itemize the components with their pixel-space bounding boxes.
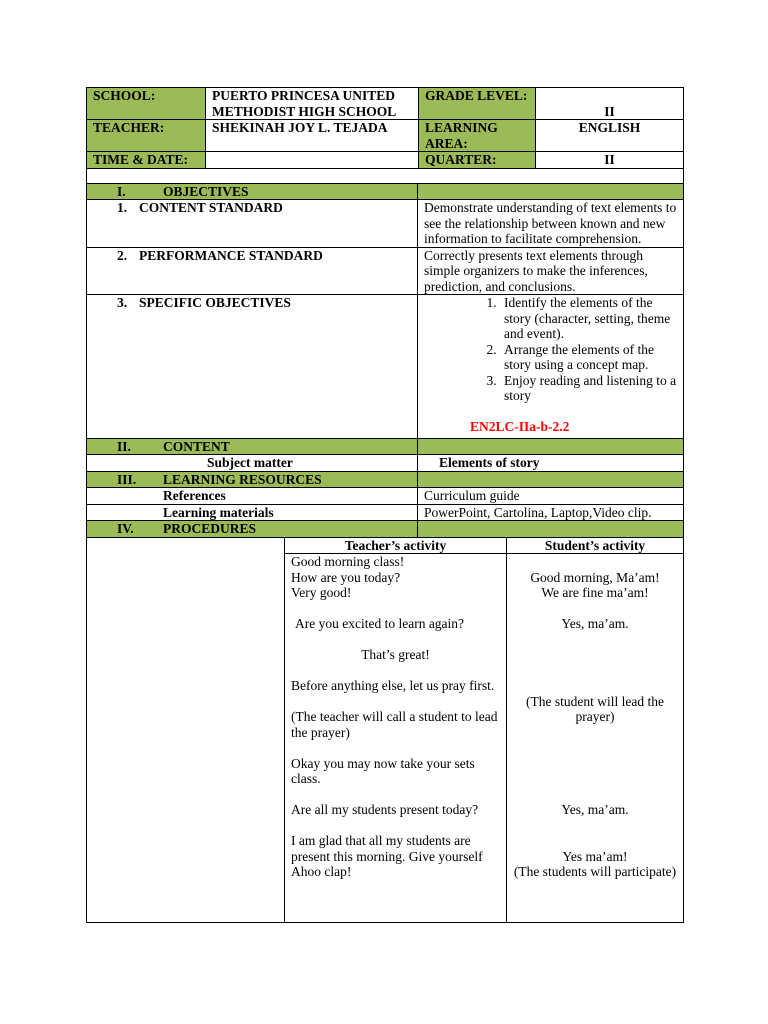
school-label: SCHOOL: xyxy=(87,88,206,120)
teacher-line: Very good! xyxy=(291,585,352,600)
content-heading: II. CONTENT xyxy=(87,438,418,455)
teacher-line: Are you excited to learn again? xyxy=(295,616,465,631)
teacher-line: Good morning class! xyxy=(291,554,405,569)
performance-standard-value: Correctly presents text elements through simple organizers to make the inferences, prediction, and conclusions. xyxy=(418,247,684,295)
student-activity-cell xyxy=(507,554,684,923)
procedures-heading: IV. PROCEDURES xyxy=(87,521,418,538)
objectives-title: OBJECTIVES xyxy=(163,183,249,199)
teacher-line: (The teacher will call a student to lead the prayer) xyxy=(291,709,498,740)
spacer-row xyxy=(87,169,684,184)
specific-objectives-list xyxy=(424,295,677,404)
student-line: Yes ma’am! xyxy=(562,848,628,864)
time-label: TIME & DATE: xyxy=(87,152,206,169)
student-activity-header: Student’s activity xyxy=(507,537,684,554)
list-item: 3. Enjoy reading and listening to a story xyxy=(500,373,677,404)
teacher-label: TEACHER: xyxy=(87,120,206,152)
student-line: (The students will participate) xyxy=(513,864,677,879)
resources-heading-fill xyxy=(418,471,684,488)
content-standard-label: 1. CONTENT STANDARD xyxy=(87,200,418,248)
teacher-line: Are all my students present today? xyxy=(291,802,479,817)
procedures-heading-fill xyxy=(418,521,684,538)
list-item: 1. Identify the elements of the story (character, setting, theme and event). xyxy=(500,295,677,342)
references-label: References xyxy=(87,488,418,505)
teacher-line: I am glad that all my students are present this morning. Give yourself Ahoo clap! xyxy=(291,833,483,879)
teacher-activity-cell xyxy=(285,554,507,923)
main-table xyxy=(86,169,684,924)
objectives-heading xyxy=(87,183,418,200)
quarter-label: QUARTER: xyxy=(419,152,536,169)
student-line: Yes, ma’am. xyxy=(561,616,629,631)
content-heading-fill xyxy=(418,438,684,455)
student-line: Yes, ma’am. xyxy=(561,802,629,817)
header-table xyxy=(86,87,684,169)
materials-label: Learning materials xyxy=(87,504,418,521)
subject-matter-label: Subject matter xyxy=(87,455,418,472)
student-line: (The student will lead the prayer) xyxy=(526,693,664,724)
grade-label: GRADE LEVEL: xyxy=(419,88,536,120)
area-value: ENGLISH xyxy=(536,120,684,152)
teacher-line: That’s great! xyxy=(361,647,430,662)
resources-heading: III. LEARNING RESOURCES xyxy=(87,471,418,488)
performance-standard-label: 2. PERFORMANCE STANDARD xyxy=(87,247,418,295)
list-item: 2. Arrange the elements of the story using a concept map. xyxy=(500,342,677,373)
teacher-value: SHEKINAH JOY L. TEJADA xyxy=(206,120,419,152)
objectives-num: I. xyxy=(117,183,126,199)
references-value: Curriculum guide xyxy=(418,488,684,505)
student-line: We are fine ma’am! xyxy=(541,585,649,600)
subject-matter-value: Elements of story xyxy=(418,455,684,472)
procedures-left-blank xyxy=(87,537,285,923)
specific-objectives-label: 3. SPECIFIC OBJECTIVES xyxy=(87,295,418,439)
specific-objectives-value xyxy=(418,295,684,439)
grade-value: II xyxy=(536,88,684,120)
teacher-line: Before anything else, let us pray first. xyxy=(291,678,495,693)
teacher-line: How are you today? xyxy=(291,569,401,585)
content-standard-value: Demonstrate understanding of text elements to see the relationship between known and new information to facilitate comprehension. xyxy=(418,200,684,248)
lesson-plan xyxy=(86,87,683,923)
teacher-line: Okay you may now take your sets class. xyxy=(291,755,475,786)
competency-code: EN2LC-IIa-b-2.2 xyxy=(470,419,570,434)
quarter-value: II xyxy=(536,152,684,169)
student-line: Good morning, Ma’am! xyxy=(530,569,660,585)
time-value xyxy=(206,152,419,169)
teacher-activity-header: Teacher’s activity xyxy=(285,537,507,554)
objectives-heading-fill xyxy=(418,183,684,200)
area-label: LEARNING AREA: xyxy=(419,120,536,152)
materials-value: PowerPoint, Cartolina, Laptop,Video clip. xyxy=(418,504,684,521)
school-value: PUERTO PRINCESA UNITED METHODIST HIGH SCHOOL xyxy=(206,88,419,120)
